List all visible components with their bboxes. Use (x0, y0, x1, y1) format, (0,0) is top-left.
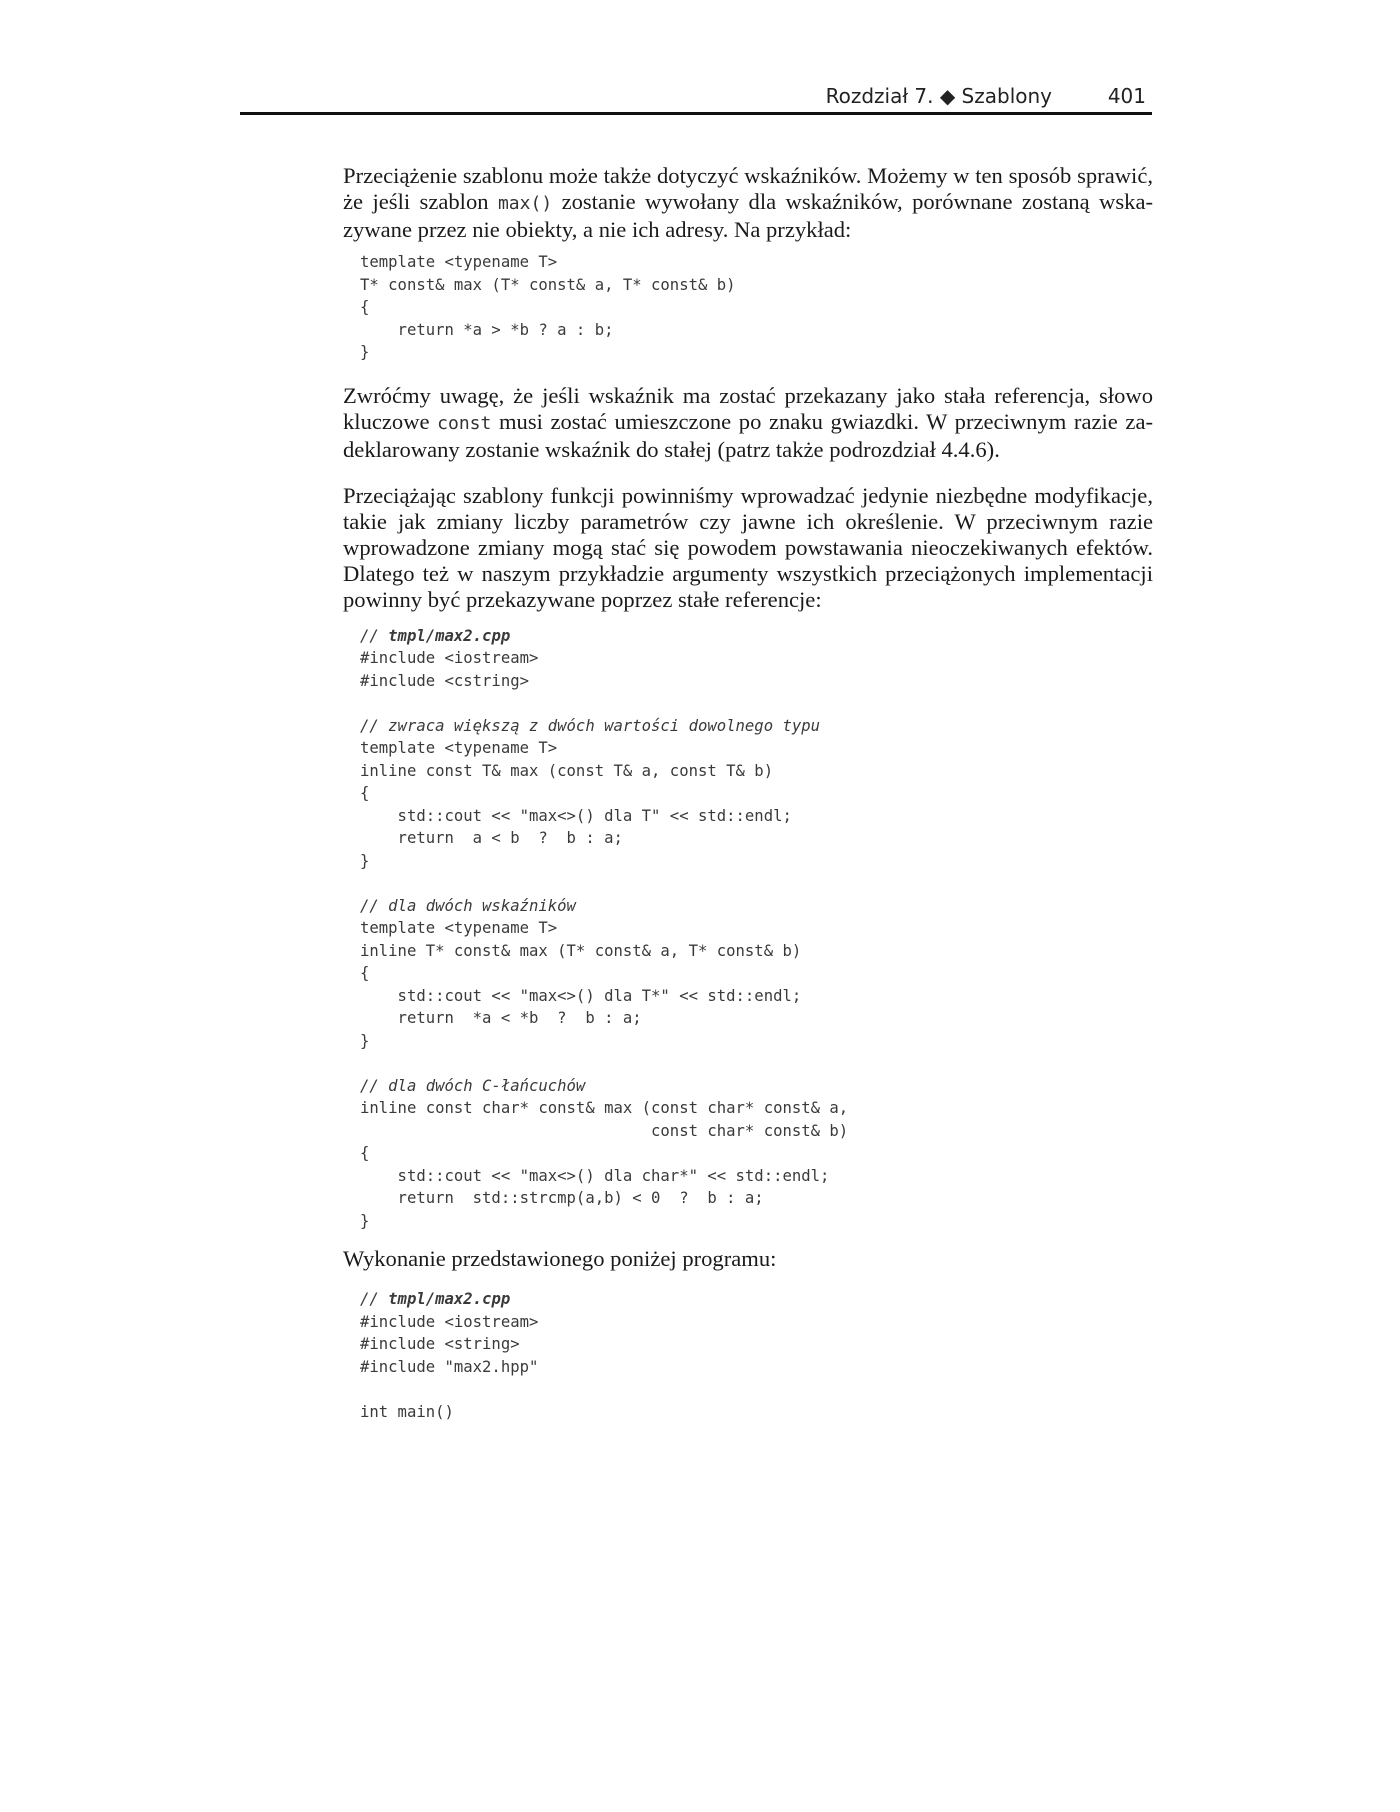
code-line: #include <cstring> (360, 671, 529, 690)
chapter-title: Rozdział 7. ◆ Szablony (825, 84, 1052, 108)
code-line: std::cout << "max<>() dla T*" << std::endl; (360, 986, 802, 1005)
code-line: { (360, 298, 370, 316)
paragraph-text: musi zostać umieszczone po znaku gwiazdki. W przeciwnym razie zadeklarowany zostanie wskaźnik do stałej (patrz także podrozdział 4.4.6). (343, 408, 1153, 462)
code-line: { (360, 964, 370, 982)
running-header (240, 82, 1152, 115)
code-comment (360, 1290, 510, 1308)
code-block-main (343, 1288, 1153, 1423)
paragraph-text: zostanie wywołany dla wskaźników, porównane zostaną wskazywane przez nie obiekty, a nie ich adresy. Na przykład: (343, 189, 1154, 242)
inline-code: max() (497, 193, 553, 214)
paragraph-program-intro: Wykonanie przedstawionego poniżej programu: (343, 1246, 777, 1271)
code-line: #include <iostream> (360, 1312, 539, 1331)
code-line: return std::strcmp(a,b) < 0 ? b : a; (360, 1189, 764, 1207)
comment-prefix: // (360, 1290, 389, 1308)
page-number: 401 (1107, 84, 1146, 108)
code-line: } (360, 1211, 370, 1230)
page-body (343, 163, 1153, 1423)
code-line: #include <string> (360, 1335, 520, 1353)
code-line: template <typename T> (360, 253, 558, 271)
code-line: #include <iostream> (360, 649, 539, 667)
code-block-pointer-max (343, 251, 1153, 364)
code-comment: // dla dwóch C-łańcuchów (360, 1076, 586, 1095)
code-comment: // dla dwóch wskaźników (360, 896, 576, 915)
comment-prefix: // (360, 626, 389, 645)
code-line: template <typename T> (360, 919, 558, 937)
code-line: const char* const& b) (360, 1121, 849, 1140)
paragraph-overload-advice: Przeciążając szablony funkcji powinniśmy wprowadzać jedynie niezbędne modyfikacje, takie jak zmiany liczby parametrów czy jawne ich określenie. W przeciwnym razie wprowadzone zmiany mogą stać się powodem powstawania nieoczekiwanych efektów. Dlatego też w naszym przykładzie argumenty wszystkich przeciążonych implementacji powinny być przekazywane poprzez stałe referencje: (343, 482, 1153, 612)
code-line: return *a > *b ? a : b; (360, 320, 614, 339)
code-line: { (360, 1144, 370, 1162)
paragraph-const-note (343, 383, 1153, 461)
paragraph-pointer-overload (343, 163, 1153, 241)
code-line: { (360, 784, 370, 802)
code-comment: // zwraca większą z dwóch wartości dowolnego typu (360, 716, 821, 735)
code-line: std::cout << "max<>() dla T" << std::endl; (360, 806, 792, 825)
paragraph-text: Zwróćmy uwagę, że jeśli wskaźnik ma zostać przekazany jako stała referencja, słowo kluczowe (343, 382, 1153, 434)
code-line: inline const T& max (const T& a, const T& b) (360, 761, 774, 780)
inline-code: const (437, 412, 492, 434)
code-line: template <typename T> (360, 739, 558, 757)
code-line: std::cout << "max<>() dla char*" << std::endl; (360, 1166, 830, 1185)
code-line: } (360, 343, 370, 361)
code-line: inline const char* const& max (const char* const& a, (360, 1099, 849, 1117)
file-name: tmpl/max2.cpp (388, 1290, 511, 1308)
code-line: int main() (360, 1402, 454, 1421)
code-line: } (360, 1031, 370, 1050)
code-comment (360, 627, 510, 645)
code-line: return *a < *b ? b : a; (360, 1009, 642, 1027)
code-line: inline T* const& max (T* const& a, T* const& b) (360, 941, 802, 960)
file-name: tmpl/max2.cpp (388, 626, 511, 645)
code-line: } (360, 851, 370, 870)
code-line: return a < b ? b : a; (360, 829, 623, 847)
code-line: T* const& max (T* const& a, T* const& b) (360, 275, 736, 294)
paragraph-text: Przeciążenie szablonu może także dotyczyć wskaźników. Możemy w ten sposób sprawić, że jeśli szablon (343, 163, 1153, 214)
code-block-max2 (343, 625, 1153, 1233)
code-line: #include "max2.hpp" (360, 1357, 539, 1376)
